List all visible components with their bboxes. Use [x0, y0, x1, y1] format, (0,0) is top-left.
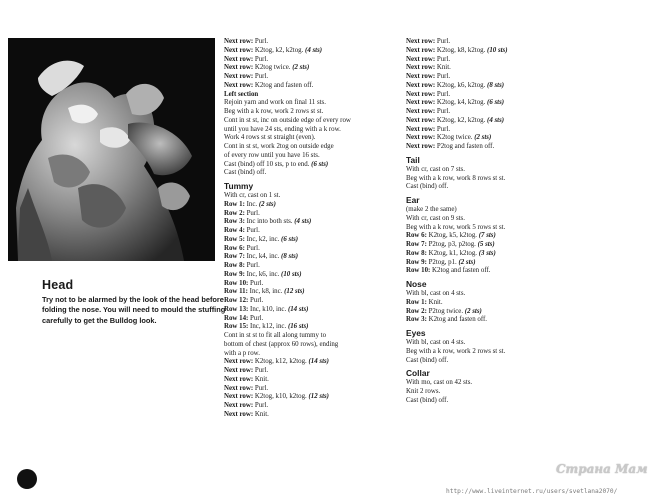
row-instruction: K2tog, k6, k2tog. [435, 81, 488, 89]
pattern-line [224, 306, 396, 315]
pattern-line [224, 161, 396, 170]
pattern-line [406, 316, 566, 325]
row-label: Next row: [224, 367, 254, 374]
row-instruction: K2tog and fasten off. [253, 81, 314, 89]
row-label: Next row: [406, 73, 436, 80]
pattern-line [224, 358, 396, 367]
row-instruction: K2tog, k5, k2tog. [426, 232, 479, 240]
row-instruction: Cont in st st, inc on outside edge of every row [224, 116, 351, 124]
row-label: Row 10: [406, 267, 431, 275]
section-heading: Eyes [406, 328, 426, 338]
row-label: Next row: [224, 358, 254, 366]
row-label: Row 4: [224, 227, 245, 234]
row-label: Row 1: [224, 200, 245, 208]
pattern-line [224, 152, 396, 161]
stitch-count: (8 sts) [281, 253, 299, 261]
row-instruction: Purl. [435, 125, 451, 133]
row-instruction: Purl. [244, 244, 260, 252]
pattern-line [406, 73, 566, 82]
row-instruction: Knit 2 rows. [406, 388, 441, 395]
row-label: Next row: [224, 64, 254, 72]
pattern-line [224, 245, 396, 254]
row-instruction: Purl. [435, 73, 451, 80]
row-instruction: Beg with a k row, work 8 rows st st. [406, 174, 506, 182]
row-instruction: Knit. [253, 410, 269, 418]
pattern-line [224, 227, 396, 236]
row-instruction: Purl. [244, 209, 260, 217]
row-label: Row 8: [406, 249, 427, 257]
row-instruction: Cont in st st, work 2tog on outside edge [224, 143, 334, 150]
row-label: Row 9: [224, 270, 245, 278]
stitch-count: (12 sts) [308, 393, 329, 401]
row-instruction: Knit. [435, 64, 451, 72]
pattern-line [406, 290, 566, 299]
section-heading: Tail [406, 154, 420, 165]
row-instruction: K2tog, k10, k2tog. [253, 393, 309, 401]
row-label: Row 10: [224, 279, 249, 287]
row-label: Row 2: [224, 209, 245, 217]
row-instruction: Knit. [253, 375, 269, 383]
row-label: Row 15: [224, 323, 249, 331]
row-instruction: With bl, cast on 4 sts. [406, 290, 466, 297]
pattern-line [406, 126, 566, 135]
pattern-line [224, 64, 396, 73]
section-heading: Tummy [224, 181, 254, 191]
pattern-line [406, 397, 566, 406]
pattern-line [224, 350, 396, 359]
pattern-line [224, 236, 396, 245]
pattern-column-2 [406, 38, 566, 406]
pattern-line [224, 411, 396, 420]
stitch-count: (2 sts) [464, 307, 482, 315]
pattern-line [406, 250, 566, 259]
row-label: Row 6: [406, 232, 427, 240]
pattern-line [406, 232, 566, 241]
row-instruction: Purl. [248, 314, 264, 322]
row-instruction: Purl. [253, 55, 269, 63]
row-instruction: Cont in st st to fit all along tummy to [224, 332, 327, 339]
row-instruction: With cr, cast on 9 sts. [406, 214, 465, 222]
pattern-line [224, 82, 396, 91]
row-label: Next row: [224, 375, 254, 383]
row-instruction: Cast (bind) off. [224, 169, 267, 177]
pattern-line [406, 56, 566, 65]
pattern-line [406, 64, 566, 73]
pattern-line [406, 267, 566, 276]
stitch-count: (10 sts) [281, 270, 302, 278]
stitch-count: (16 sts) [287, 323, 309, 331]
pattern-line [406, 357, 566, 366]
row-label: Next row: [224, 410, 254, 418]
stitch-count: (2 sts) [474, 134, 492, 142]
row-instruction: Cast (bind) off 10 sts, p to end. [224, 160, 312, 168]
row-instruction: Purl. [253, 367, 269, 374]
row-label: Next row: [406, 81, 436, 89]
section-heading: Collar [406, 368, 430, 379]
pattern-line [224, 288, 396, 297]
pattern-line [224, 253, 396, 262]
stitch-count: (12 sts) [284, 288, 305, 296]
head-title: Head [42, 278, 74, 292]
stitch-count: (3 sts) [478, 249, 496, 257]
stitch-count: (4 sts) [487, 116, 505, 124]
row-label: Row 9: [406, 258, 427, 266]
page-marker-dot [17, 469, 37, 489]
pattern-line [406, 38, 566, 47]
row-label: Next row: [224, 384, 254, 392]
row-instruction: Purl. [435, 108, 451, 115]
stitch-count: (8 sts) [487, 81, 505, 89]
row-label: Next row: [406, 116, 436, 124]
row-label: Next row: [406, 38, 436, 45]
stitch-count: (14 sts) [308, 358, 329, 366]
row-label: Row 5: [224, 235, 245, 243]
row-label: Next row: [406, 64, 436, 72]
row-label: Next row: [224, 46, 254, 54]
pattern-line [224, 192, 396, 201]
row-instruction: With cr, cast on 7 sts. [406, 165, 465, 173]
pattern-line [224, 315, 396, 324]
pattern-line [224, 332, 396, 341]
row-label: Next row: [224, 393, 254, 401]
pattern-line [406, 348, 566, 357]
pattern-line [224, 108, 396, 117]
row-label: Row 8: [224, 262, 245, 269]
row-label: Next row: [224, 73, 254, 80]
row-instruction: P2tog, p1. [426, 258, 459, 266]
row-label: Row 3: [406, 316, 427, 324]
pattern-line [224, 393, 396, 402]
pattern-line [406, 134, 566, 143]
row-label: Row 11: [224, 288, 248, 296]
stitch-count: (2 sts) [458, 258, 476, 266]
pattern-line [406, 91, 566, 100]
pattern-line [224, 99, 396, 108]
row-instruction: Purl. [244, 227, 260, 234]
pattern-line [224, 126, 396, 135]
pattern-line [224, 134, 396, 143]
pattern-line [224, 47, 396, 56]
row-instruction: of every row until you have 16 sts. [224, 151, 320, 159]
subsection-heading: Left section [224, 90, 259, 98]
pattern-line [406, 308, 566, 317]
row-label: Next row: [224, 402, 254, 409]
watermark-url: http://www.liveinternet.ru/users/svetlana2070/ [446, 488, 618, 495]
row-instruction: Inc, k8, inc. [247, 288, 285, 296]
pattern-line [224, 297, 396, 306]
pattern-line [224, 73, 396, 82]
stitch-count: (2 sts) [292, 64, 310, 72]
pattern-line [406, 166, 566, 175]
pattern-line [406, 143, 566, 152]
row-label: Next row: [224, 81, 254, 89]
row-instruction: Purl. [244, 262, 260, 269]
row-label: Next row: [406, 134, 436, 142]
row-instruction: K2tog, k4, k2tog. [435, 99, 488, 107]
row-instruction: K2tog, k1, k2tog. [426, 249, 479, 257]
pattern-line [406, 379, 566, 388]
row-instruction: With cr, cast on 1 st. [224, 192, 281, 199]
row-instruction: Beg with a k row, work 2 rows st st. [406, 347, 506, 355]
pattern-line [224, 385, 396, 394]
row-instruction: Purl. [435, 90, 451, 98]
row-instruction: Purl. [435, 55, 451, 63]
row-instruction: bottom of chest (approx 60 rows), ending [224, 340, 339, 348]
row-instruction: K2tog, k2, k2tog. [435, 116, 488, 124]
row-label: Next row: [224, 38, 254, 45]
pattern-line [406, 215, 566, 224]
row-instruction: Knit. [426, 298, 443, 306]
stitch-count: (10 sts) [487, 46, 508, 54]
row-instruction: Purl. [435, 38, 451, 45]
stitch-count: (6 sts) [281, 235, 299, 243]
row-instruction: Inc, k2, inc. [244, 235, 282, 243]
pattern-line [224, 367, 396, 376]
pattern-line [406, 82, 566, 91]
row-instruction: Cast (bind) off. [406, 396, 449, 404]
row-instruction: Purl. [253, 73, 269, 80]
pattern-line [224, 262, 396, 271]
row-instruction: K2tog twice. [435, 134, 475, 142]
pattern-line [406, 47, 566, 56]
stitch-count: (2 sts) [258, 200, 276, 208]
row-instruction: Beg with a k row, work 5 rows st st. [406, 223, 506, 231]
row-instruction: Inc, k12, inc. [248, 323, 288, 331]
row-instruction: K2tog, k12, k2tog. [253, 358, 309, 366]
knitted-bulldog-illustration [8, 38, 215, 261]
row-instruction: Rejoin yarn and work on final 11 sts. [224, 99, 326, 107]
row-label: Next row: [406, 125, 436, 133]
pattern-line [224, 143, 396, 152]
pattern-line [406, 388, 566, 397]
row-instruction: K2tog, k2, k2tog. [253, 46, 306, 54]
section-heading: Ear [406, 195, 420, 205]
head-caption [42, 278, 232, 326]
row-instruction: Purl. [248, 279, 264, 287]
stitch-count: (6 sts) [487, 99, 505, 107]
row-instruction: Inc into both sts. [244, 218, 295, 226]
pattern-line [406, 259, 566, 268]
row-instruction: Inc, k10, inc. [248, 305, 288, 313]
row-instruction: until you have 24 sts, ending with a k row. [224, 125, 341, 133]
row-instruction: P2tog twice. [426, 307, 465, 315]
stitch-count: (4 sts) [294, 218, 312, 226]
row-label: Row 3: [224, 218, 245, 226]
row-instruction: With mo, cast on 42 sts. [406, 379, 473, 387]
row-instruction: Purl. [253, 402, 269, 409]
row-instruction: Purl. [248, 297, 264, 304]
row-label: Row 2: [406, 307, 427, 315]
pattern-line [406, 241, 566, 250]
row-label: Row 7: [406, 241, 427, 248]
section-heading: Nose [406, 279, 427, 289]
stitch-count: (14 sts) [287, 305, 309, 313]
pattern-line [224, 56, 396, 65]
bulldog-head-photo [8, 38, 215, 261]
row-label: Next row: [406, 90, 436, 98]
row-label: Next row: [406, 143, 436, 150]
pattern-line [224, 210, 396, 219]
stitch-count: (6 sts) [311, 160, 329, 168]
pattern-line [406, 299, 566, 308]
stitch-count: (5 sts) [477, 241, 495, 248]
row-instruction: Purl. [253, 384, 269, 392]
row-instruction: Beg with a k row, work 2 rows st st. [224, 108, 324, 115]
row-instruction: Work 4 rows st st straight (even). [224, 134, 316, 142]
pattern-line [224, 218, 396, 227]
pattern-line [224, 271, 396, 280]
head-intro: Try not to be alarmed by the look of the head before folding the nose. You will need to mould the stuffing carefully to get the Bulldog look. [42, 295, 226, 325]
pattern-line [224, 38, 396, 47]
row-instruction: Cast (bind) off. [406, 183, 449, 191]
pattern-line [224, 323, 396, 332]
row-instruction: With bl, cast on 4 sts. [406, 339, 466, 346]
pattern-column-1 [224, 38, 396, 420]
row-instruction: Inc, k4, inc. [244, 253, 282, 261]
pattern-line [406, 117, 566, 126]
watermark-logo: Страна Мам [556, 462, 648, 476]
stitch-count: (4 sts) [305, 46, 323, 54]
row-label: Next row: [406, 46, 436, 54]
row-label: Next row: [406, 99, 436, 107]
pattern-line [224, 280, 396, 289]
row-label: Row 13: [224, 305, 249, 313]
pattern-line [406, 206, 566, 215]
pattern-line [406, 224, 566, 233]
row-instruction: P2tog and fasten off. [435, 143, 495, 150]
pattern-line [406, 183, 566, 192]
pattern-line [406, 339, 566, 348]
row-instruction: with a p row. [224, 349, 260, 357]
pattern-line [224, 376, 396, 385]
row-instruction: K2tog and fasten off. [426, 316, 488, 324]
stitch-count: (7 sts) [478, 232, 496, 240]
row-label: Row 1: [406, 298, 427, 306]
row-instruction: K2tog, k8, k2tog. [435, 46, 488, 54]
pattern-line [224, 201, 396, 210]
pattern-line [224, 402, 396, 411]
pattern-line [406, 175, 566, 184]
row-instruction: P2tog, p3, p2tog. [426, 241, 478, 248]
row-label: Next row: [224, 55, 254, 63]
row-instruction: (make 2 the same) [406, 206, 457, 213]
row-label: Row 14: [224, 314, 249, 322]
row-label: Row 12: [224, 297, 249, 304]
row-label: Next row: [406, 108, 436, 115]
pattern-line [406, 99, 566, 108]
row-label: Next row: [406, 55, 436, 63]
row-instruction: Purl. [253, 38, 269, 45]
pattern-line [224, 341, 396, 350]
row-instruction: K2tog and fasten off. [430, 267, 491, 275]
row-instruction: Cast (bind) off. [406, 356, 449, 364]
row-label: Row 7: [224, 253, 245, 261]
pattern-line [224, 117, 396, 126]
row-instruction: Inc. [244, 200, 259, 208]
pattern-line [224, 169, 396, 178]
row-label: Row 6: [224, 244, 245, 252]
pattern-line [406, 108, 566, 117]
row-instruction: Inc, k6, inc. [244, 270, 282, 278]
row-instruction: K2tog twice. [253, 64, 293, 72]
